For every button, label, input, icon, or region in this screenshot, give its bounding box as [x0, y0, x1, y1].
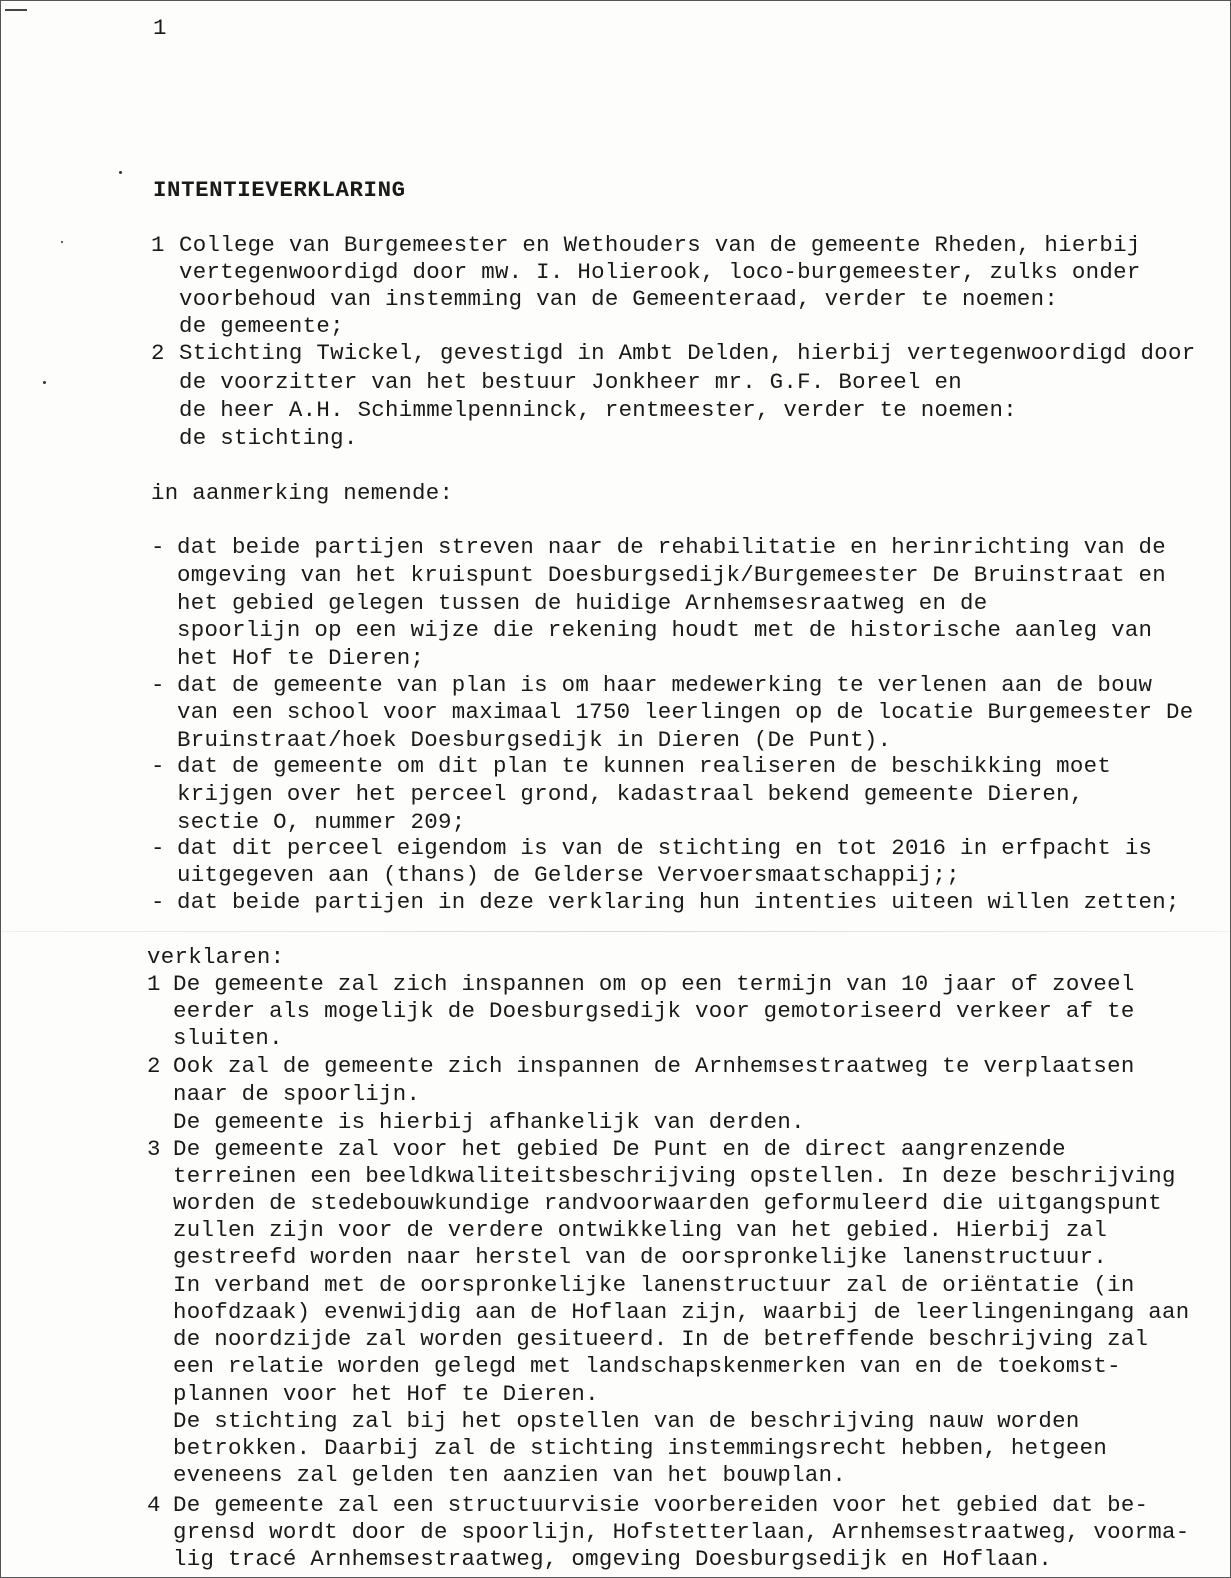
scan-speck	[43, 381, 46, 384]
declaration-line: Ook zal de gemeente zich inspannen de Arnhemsestraatweg te verplaatsen	[173, 1053, 1135, 1079]
declaration-number: 1	[147, 971, 161, 997]
declaration-line: plannen voor het Hof te Dieren.	[173, 1381, 599, 1407]
consideration-bullet: -	[151, 889, 165, 915]
considering-heading: in aanmerking nemende:	[151, 480, 454, 506]
scan-speck	[119, 171, 122, 174]
declaration-line: naar de spoorlijn.	[173, 1081, 421, 1107]
consideration-line: uitgegeven aan (thans) de Gelderse Vervoersmaatschappij;;	[177, 862, 960, 888]
consideration-bullet: -	[151, 835, 165, 861]
declaration-line: eveneens zal gelden ten aanzien van het bouwplan.	[173, 1462, 847, 1488]
declare-heading: verklaren:	[147, 944, 285, 970]
party-line: Stichting Twickel, gevestigd in Ambt Delden, hierbij vertegenwoordigd door	[179, 340, 1196, 366]
declaration-line: hoofdzaak) evenwijdig aan de Hoflaan zijn, waarbij de leerlingeningang aan	[173, 1299, 1190, 1325]
party-line: de heer A.H. Schimmelpenninck, rentmeester, verder te noemen:	[179, 397, 1017, 423]
page-number: 1	[153, 15, 167, 41]
declaration-line: De gemeente zal een structuurvisie voorbereiden voor het gebied dat be-	[173, 1492, 1149, 1518]
consideration-line: omgeving van het kruispunt Doesburgsedijk/Burgemeester De Bruinstraat en	[177, 562, 1167, 588]
consideration-line: dat de gemeente van plan is om haar medewerking te verlenen aan de bouw	[177, 672, 1153, 698]
declaration-line: lig tracé Arnhemsestraatweg, omgeving Doesburgsedijk en Hoflaan.	[173, 1546, 1053, 1572]
declaration-number: 4	[147, 1492, 161, 1518]
declaration-line: De gemeente zal voor het gebied De Punt en de direct aangrenzende	[173, 1136, 1066, 1162]
consideration-line: spoorlijn op een wijze die rekening houdt met de historische aanleg van	[177, 617, 1153, 643]
declaration-line: De stichting zal bij het opstellen van de beschrijving nauw worden	[173, 1408, 1080, 1434]
declaration-line: gestreefd worden naar herstel van de oorspronkelijke lanenstructuur.	[173, 1244, 1108, 1270]
consideration-line: dat dit perceel eigendom is van de stichting en tot 2016 in erfpacht is	[177, 835, 1153, 861]
declaration-number: 2	[147, 1053, 161, 1079]
party-number: 1	[151, 232, 165, 258]
declaration-line: sluiten.	[173, 1025, 283, 1051]
declaration-line: terreinen een beeldkwaliteitsbeschrijving opstellen. In deze beschrijving	[173, 1163, 1176, 1189]
party-number: 2	[151, 340, 165, 366]
consideration-line: dat de gemeente om dit plan te kunnen realiseren de beschikking moet	[177, 753, 1112, 779]
paper-fold-line	[1, 931, 1231, 932]
consideration-bullet: -	[151, 534, 165, 560]
declaration-line: eerder als mogelijk de Doesburgsedijk voor gemotoriseerd verkeer af te	[173, 998, 1135, 1024]
party-line: College van Burgemeester en Wethouders van de gemeente Rheden, hierbij	[179, 232, 1141, 258]
scan-speck	[61, 241, 63, 243]
consideration-line: dat beide partijen streven naar de rehabilitatie en herinrichting van de	[177, 534, 1167, 560]
party-line: de gemeente;	[179, 313, 344, 339]
consideration-bullet: -	[151, 672, 165, 698]
scan-corner-mark	[5, 9, 27, 11]
consideration-line: dat beide partijen in deze verklaring hun intenties uiteen willen zetten;	[177, 889, 1180, 915]
consideration-line: van een school voor maximaal 1750 leerlingen op de locatie Burgemeester De	[177, 699, 1194, 725]
declaration-line: betrokken. Daarbij zal de stichting instemmingsrecht hebben, hetgeen	[173, 1435, 1108, 1461]
declaration-line: een relatie worden gelegd met landschapskenmerken van en de toekomst-	[173, 1353, 1121, 1379]
party-line: de stichting.	[179, 425, 358, 451]
consideration-line: het Hof te Dieren;	[177, 645, 425, 671]
declaration-line: de noordzijde zal worden gesitueerd. In de betreffende beschrijving zal	[173, 1326, 1149, 1352]
consideration-line: sectie O, nummer 209;	[177, 809, 466, 835]
declaration-line: De gemeente is hierbij afhankelijk van derden.	[173, 1109, 805, 1135]
declaration-line: De gemeente zal zich inspannen om op een termijn van 10 jaar of zoveel	[173, 971, 1135, 997]
declaration-number: 3	[147, 1136, 161, 1162]
declaration-line: In verband met de oorspronkelijke lanenstructuur zal de oriëntatie (in	[173, 1272, 1135, 1298]
consideration-line: krijgen over het perceel grond, kadastraal bekend gemeente Dieren,	[177, 781, 1084, 807]
consideration-bullet: -	[151, 753, 165, 779]
party-line: vertegenwoordigd door mw. I. Holierook, loco-burgemeester, zulks onder	[179, 259, 1141, 285]
party-line: de voorzitter van het bestuur Jonkheer mr. G.F. Boreel en	[179, 369, 962, 395]
declaration-line: worden de stedebouwkundige randvoorwaarden geformuleerd die uitgangspunt	[173, 1190, 1163, 1216]
consideration-line: Bruinstraat/hoek Doesburgsedijk in Dieren (De Punt).	[177, 727, 892, 753]
document-title: INTENTIEVERKLARING	[153, 177, 406, 203]
declaration-line: zullen zijn voor de verdere ontwikkeling van het gebied. Hierbij zal	[173, 1217, 1108, 1243]
declaration-line: grensd wordt door de spoorlijn, Hofstetterlaan, Arnhemsestraatweg, voorma-	[173, 1519, 1190, 1545]
party-line: voorbehoud van instemming van de Gemeenteraad, verder te noemen:	[179, 286, 1059, 312]
consideration-line: het gebied gelegen tussen de huidige Arnhemsesraatweg en de	[177, 590, 988, 616]
